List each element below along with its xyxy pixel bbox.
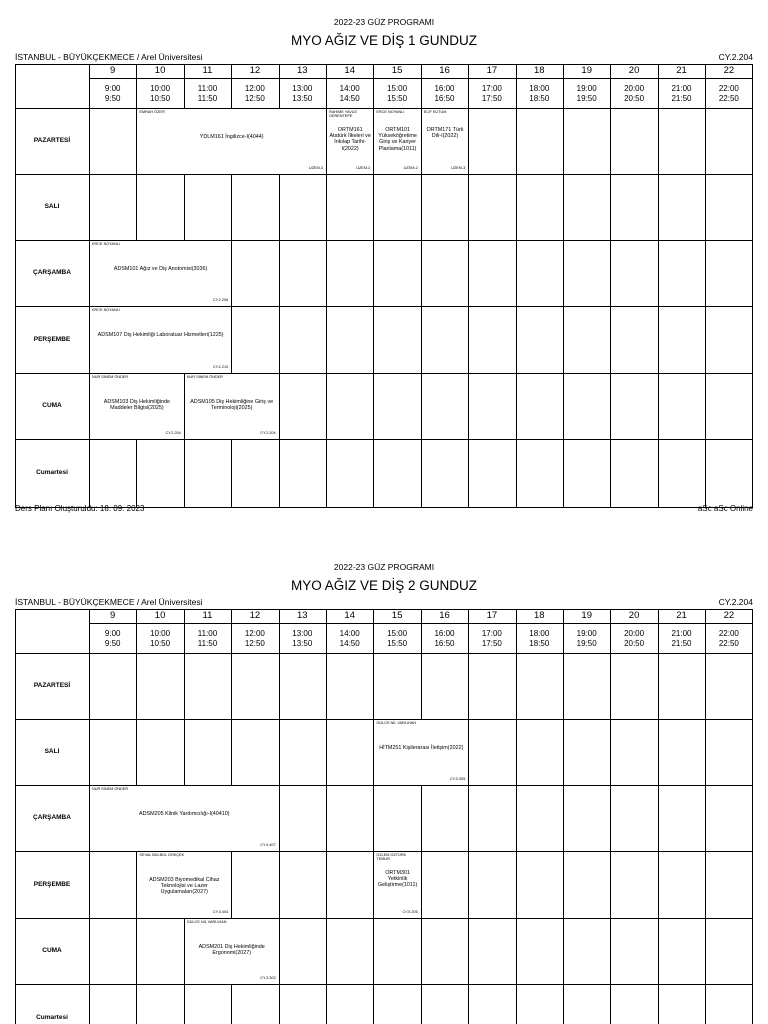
period-end: 19:50: [576, 93, 597, 103]
period-number: 14: [344, 65, 355, 76]
period-number: 17: [486, 610, 498, 621]
lesson-room: UZEM-2: [356, 166, 371, 170]
lesson-cell[interactable]: [90, 374, 184, 439]
period-number: 18: [534, 65, 545, 76]
day-label: Cumartesi: [36, 469, 68, 476]
period-number: 11: [202, 65, 213, 76]
grid-line-vertical: [468, 64, 469, 508]
period-end: 10:50: [150, 638, 171, 648]
period-start: 16:00: [434, 629, 455, 638]
period-end: 16:50: [434, 93, 455, 103]
period-number: 17: [486, 65, 498, 76]
grid-line-horizontal: [15, 918, 753, 919]
period-time: [136, 84, 183, 106]
period-time: [705, 84, 752, 106]
period-number: 20: [628, 610, 640, 621]
period-end: 15:50: [387, 638, 408, 648]
lesson-name: ADSM101 Ağız ve Diş Anotomisi(3036): [113, 265, 208, 272]
period-start: 15:00: [387, 629, 408, 638]
period-number: 9: [110, 610, 116, 621]
period-end: 16:50: [434, 638, 455, 648]
grid-line-horizontal: [15, 984, 753, 985]
lesson-teacher: SEVAL BÜLBÜL GÖKÇEK: [139, 853, 185, 857]
period-time: [705, 629, 752, 651]
period-start: 13:00: [292, 84, 313, 93]
lesson-name: ADSM107 Diş Hekimliği Laboratuar Hizmetleri(1225): [97, 332, 224, 338]
period-number: 12: [249, 610, 261, 621]
period-number: 21: [676, 610, 687, 621]
period-start: 17:00: [481, 629, 502, 638]
grid-line-vertical: [658, 609, 659, 1024]
period-start: 19:00: [576, 629, 597, 638]
grid-line-vertical: [752, 64, 753, 508]
lesson-name: ADSM205 Klinik Yardımcılığı-I(40410): [139, 810, 230, 817]
period-number: 11: [202, 610, 213, 621]
lesson-room: CY.4.404: [212, 910, 229, 914]
grid-line-horizontal: [15, 439, 753, 440]
period-number: 13: [297, 65, 308, 76]
period-number: 10: [154, 65, 166, 76]
grid-line-vertical: [752, 609, 753, 1024]
period-end: 17:50: [481, 93, 502, 103]
period-number: 15: [391, 65, 403, 76]
grid-line-vertical: [15, 64, 16, 508]
grid-line-vertical: [468, 609, 469, 1024]
grid-line-vertical: [563, 64, 564, 508]
grid-line-horizontal: [15, 174, 753, 175]
lesson-cell[interactable]: [374, 720, 468, 785]
day-label: CUMA: [42, 947, 62, 954]
lesson-cell[interactable]: [185, 919, 279, 984]
period-number: 22: [723, 65, 735, 76]
lesson-name: ORTM301 Yetkinlik Geliştirme(1011): [377, 870, 418, 889]
lesson-name: HİTM251 Kişilerarası İletişim(2022): [379, 744, 464, 751]
program-season: 2022-23 GÜZ PROGRAMI: [333, 562, 435, 572]
grid-line-vertical: [563, 609, 564, 1024]
generated-date: Ders Planı Oluşturuldu: 18. 09. 2023: [15, 504, 145, 513]
period-end: 11:50: [197, 638, 218, 648]
lesson-teacher: NUR SİNEM ÖNDER: [186, 375, 223, 379]
period-end: 13:50: [292, 93, 313, 103]
period-time: [231, 629, 278, 651]
period-end: 19:50: [576, 638, 597, 648]
lesson-room: CY.3.303: [260, 976, 276, 980]
period-start: 12:00: [244, 629, 265, 638]
period-time: [563, 629, 610, 651]
period-start: 10:00: [150, 629, 171, 638]
lesson-teacher: RAHİME YAVUZ GERENTEPE: [329, 110, 357, 119]
period-number: 16: [439, 65, 450, 76]
day-label: PERŞEMBE: [33, 880, 71, 888]
period-start: 21:00: [671, 84, 692, 93]
timetable-title: MYO AĞIZ VE DİŞ 2 GUNDUZ: [290, 578, 478, 593]
period-start: 20:00: [624, 629, 645, 638]
grid-line-vertical: [658, 64, 659, 508]
period-time: [279, 629, 326, 651]
day-label: PAZARTESİ: [33, 682, 71, 689]
lesson-room: UZEM-2: [403, 166, 418, 170]
period-number: 21: [676, 65, 687, 76]
day-label: PERŞEMBE: [33, 335, 71, 343]
period-start: 14:00: [339, 629, 360, 638]
period-start: 19:00: [576, 84, 597, 93]
lesson-name: ORTM161 Atatürk İlkeleri ve İnkılap Tarihi-I(2022): [329, 127, 371, 152]
period-time: [468, 84, 515, 106]
period-end: 22:50: [718, 638, 739, 648]
period-end: 10:50: [150, 93, 171, 103]
lesson-cell[interactable]: [185, 374, 279, 439]
period-time: [184, 629, 231, 651]
period-time: [326, 84, 373, 106]
lesson-cell[interactable]: [90, 241, 231, 306]
period-number: 9: [110, 65, 116, 76]
institution-label: İSTANBUL - BÜYÜKÇEKMECE / Arel Üniversitesi: [15, 52, 203, 62]
lesson-name: ADSM201 Diş Hekimliğinde Ergonomi(2027): [198, 943, 265, 956]
institution-label: İSTANBUL - BÜYÜKÇEKMECE / Arel Üniversitesi: [15, 597, 203, 607]
day-label: SALI: [44, 203, 60, 210]
period-end: 15:50: [387, 93, 408, 103]
lesson-teacher: ÖZLEM ÖZTÜRK TEMUR: [376, 853, 407, 862]
period-number: 16: [439, 610, 450, 621]
period-time: [421, 629, 468, 651]
day-label: ÇARŞAMBA: [33, 814, 71, 821]
period-end: 22:50: [718, 93, 739, 103]
period-number: 10: [154, 610, 166, 621]
period-end: 20:50: [624, 93, 645, 103]
lesson-room: CY.2.206: [212, 298, 229, 302]
lesson-teacher: NUR SİNEM ÖNDER: [92, 375, 129, 379]
period-start: 9:00: [104, 84, 121, 93]
period-time: [89, 84, 136, 106]
day-label: SALI: [44, 748, 60, 755]
lesson-teacher: ERCE NOYANLI: [376, 110, 405, 114]
period-time: [563, 84, 610, 106]
period-time: [326, 629, 373, 651]
lesson-name: ORTM171 Türk Dili-I(2022): [426, 127, 464, 140]
period-end: 11:50: [197, 93, 218, 103]
lesson-room: UZEM-3: [451, 166, 466, 170]
lesson-cell[interactable]: [90, 786, 279, 851]
lesson-teacher: NUR SİNEM ÖNDER: [92, 787, 129, 791]
grid-line-vertical: [326, 609, 327, 1024]
period-end: 9:50: [104, 638, 121, 648]
period-number: 19: [581, 65, 592, 76]
period-start: 22:00: [718, 84, 739, 93]
lesson-cell[interactable]: [137, 109, 326, 174]
period-start: 12:00: [244, 84, 265, 93]
day-label: Cumartesi: [36, 1014, 68, 1021]
period-time: [516, 629, 563, 651]
period-end: 18:50: [529, 638, 550, 648]
lesson-name: ORTM101 Yükseköğretime Giriş ve Kariyer Planlama(1011): [378, 127, 417, 152]
day-label: CUMA: [42, 402, 62, 409]
period-time: [610, 629, 657, 651]
period-end: 14:50: [339, 638, 360, 648]
lesson-teacher: GÜLCE NİL VARLIHAN: [376, 721, 417, 725]
lesson-room: UZEM-3: [308, 166, 323, 170]
period-start: 14:00: [339, 84, 360, 93]
lesson-teacher: GÜLCE NİL VARLIHAN: [186, 920, 227, 924]
period-number: 13: [297, 610, 308, 621]
grid-line-vertical: [373, 609, 374, 1024]
period-end: 14:50: [339, 93, 360, 103]
period-time: [231, 84, 278, 106]
lesson-room: CY.2.204: [165, 431, 181, 435]
period-end: 12:50: [244, 638, 265, 648]
period-start: 21:00: [671, 629, 692, 638]
period-number: 22: [723, 610, 735, 621]
period-number: 14: [344, 610, 355, 621]
lesson-teacher: ERCE NOYANLI: [92, 308, 120, 312]
lesson-room: CY.3.305: [449, 777, 466, 781]
lesson-name: ADSM203 Biyomedikal Cihaz Teknolojisi ve Lazer Uygulamaları(2027): [149, 877, 220, 896]
period-end: 13:50: [292, 638, 313, 648]
lesson-name: ADSM103 Diş Hekimliğinde Maddeler Bilgisi(2025): [103, 398, 170, 411]
lesson-cell[interactable]: [327, 109, 373, 174]
classroom-label: CY.2.204: [718, 52, 753, 62]
grid-line-horizontal: [15, 653, 753, 654]
period-time: [516, 84, 563, 106]
period-start: 11:00: [197, 629, 218, 638]
period-start: 22:00: [718, 629, 739, 638]
lesson-cell[interactable]: [90, 307, 231, 373]
period-end: 9:50: [104, 93, 121, 103]
period-end: 12:50: [244, 93, 265, 103]
grid-line-vertical: [610, 64, 611, 508]
timetable-title: MYO AĞIZ VE DİŞ 1 GUNDUZ: [290, 33, 478, 48]
lesson-room: CY.5.205: [402, 910, 418, 914]
grid-line-vertical: [516, 64, 517, 508]
grid-line-vertical: [610, 609, 611, 1024]
lesson-teacher: ELİF KUTUM: [423, 110, 447, 114]
lesson-cell[interactable]: [422, 109, 468, 174]
period-time: [373, 629, 420, 651]
period-time: [279, 84, 326, 106]
period-start: 18:00: [529, 84, 550, 93]
lesson-cell[interactable]: [137, 852, 231, 918]
grid-line-vertical: [279, 609, 280, 1024]
period-time: [658, 629, 705, 651]
period-start: 9:00: [104, 629, 121, 638]
lesson-room: CY.2.210: [212, 365, 229, 369]
period-time: [610, 84, 657, 106]
period-start: 10:00: [150, 84, 171, 93]
grid-line-vertical: [516, 609, 517, 1024]
period-time: [421, 84, 468, 106]
grid-line-vertical: [705, 609, 706, 1024]
lesson-room: CY.4.407: [260, 843, 276, 847]
period-number: 18: [534, 610, 545, 621]
period-number: 20: [628, 65, 640, 76]
period-start: 16:00: [434, 84, 455, 93]
period-start: 20:00: [624, 84, 645, 93]
period-time: [184, 84, 231, 106]
period-end: 17:50: [481, 638, 502, 648]
period-start: 11:00: [197, 84, 218, 93]
lesson-cell[interactable]: [374, 852, 420, 918]
period-end: 18:50: [529, 93, 550, 103]
period-time: [658, 84, 705, 106]
lesson-teacher: EMRAH ÖZER: [139, 110, 165, 114]
software-credit: aSc aSc Online: [697, 504, 753, 513]
period-end: 20:50: [624, 638, 645, 648]
period-end: 21:50: [671, 638, 692, 648]
period-number: 19: [581, 610, 592, 621]
grid-line-vertical: [421, 609, 422, 1024]
lesson-room: CY.2.204: [260, 431, 276, 435]
grid-line-vertical: [705, 64, 706, 508]
classroom-label: CY.2.204: [718, 597, 753, 607]
period-end: 21:50: [671, 93, 692, 103]
period-time: [136, 629, 183, 651]
period-time: [89, 629, 136, 651]
period-time: [373, 84, 420, 106]
day-label: PAZARTESİ: [33, 137, 71, 144]
period-number: 12: [249, 65, 261, 76]
day-label: ÇARŞAMBA: [33, 269, 71, 276]
period-start: 17:00: [481, 84, 502, 93]
lesson-name: YDLM161 İngilizce-I(4044): [199, 133, 264, 140]
period-start: 13:00: [292, 629, 313, 638]
lesson-cell[interactable]: [374, 109, 420, 174]
period-start: 18:00: [529, 629, 550, 638]
lesson-name: ADSM105 Diş Hekimliğine Giriş ve Terminoloji(2025): [190, 398, 274, 411]
program-season: 2022-23 GÜZ PROGRAMI: [333, 17, 435, 27]
period-number: 15: [391, 610, 403, 621]
lesson-teacher: ERCE NOYANLI: [92, 242, 120, 246]
period-time: [468, 629, 515, 651]
period-start: 15:00: [387, 84, 408, 93]
